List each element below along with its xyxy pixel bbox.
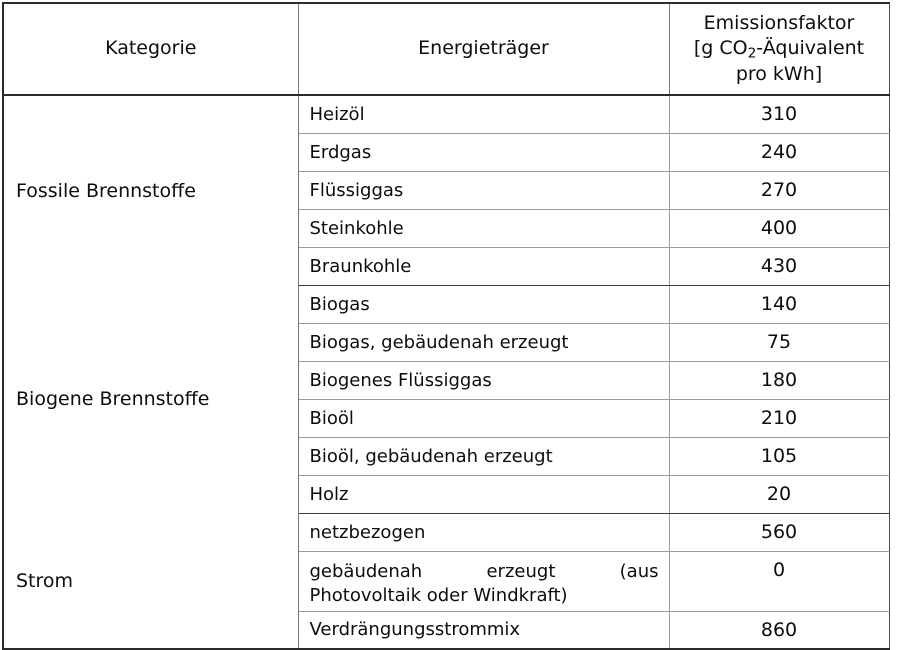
energietraeger-cell: netzbezogen (298, 513, 669, 551)
energietraeger-cell: Steinkohle (298, 209, 669, 247)
emissionsfaktor-value: 0 (669, 551, 889, 611)
column-header-emissionsfaktor (669, 3, 889, 95)
energietraeger-cell: Flüssiggas (298, 171, 669, 209)
emissionsfaktor-unit-prefix: [g CO (693, 37, 748, 60)
emissionsfaktor-value: 20 (669, 475, 889, 513)
energietraeger-cell: Heizöl (298, 95, 669, 133)
energietraeger-cell: Biogenes Flüssiggas (298, 361, 669, 399)
energietraeger-cell: Bioöl, gebäudenah erzeugt (298, 437, 669, 475)
emissionsfaktor-value: 105 (669, 437, 889, 475)
emissionsfaktor-line-1: Emissionsfaktor (703, 12, 855, 35)
energietraeger-cell: Braunkohle (298, 247, 669, 285)
emissionsfaktor-value: 140 (669, 285, 889, 323)
emissionsfaktor-line-3: pro kWh] (735, 62, 823, 85)
emissionsfaktor-value: 860 (760, 618, 798, 641)
emissionsfaktor-value: 430 (669, 247, 889, 285)
energietraeger-line-1: gebäudenah erzeugt (aus (309, 560, 659, 582)
emissionsfaktor-line-2 (676, 36, 883, 61)
energietraeger-cell: Erdgas (298, 133, 669, 171)
emissionsfaktor-value: 210 (669, 399, 889, 437)
table-row (3, 95, 889, 133)
category-cell-fossile-brennstoffe: Fossile Brennstoffe (3, 95, 298, 285)
category-cell-biogene-brennstoffe: Biogene Brennstoffe (3, 285, 298, 513)
emissionsfaktor-value: 270 (669, 171, 889, 209)
energietraeger-cell: Biogas (298, 285, 669, 323)
table-header-row (3, 3, 889, 95)
energietraeger-cell: Holz (298, 475, 669, 513)
column-header-energietraeger: Energieträger (298, 3, 669, 95)
emissionsfaktor-unit-suffix: -Äquivalent (756, 37, 865, 60)
energietraeger-cell: Bioöl (298, 399, 669, 437)
energietraeger-line-2: Photovoltaik oder Windkraft) (309, 584, 568, 606)
table-row (3, 285, 889, 323)
co2-subscript: 2 (747, 45, 757, 62)
emissionsfaktor-value: 75 (669, 323, 889, 361)
emissionsfaktor-value: 400 (669, 209, 889, 247)
emissionsfaktor-value: 180 (669, 361, 889, 399)
emissionsfaktor-value: 240 (669, 133, 889, 171)
emissionsfaktor-value: 560 (669, 513, 889, 551)
energietraeger-cell: Verdrängungsstrommix (298, 611, 669, 649)
category-cell-strom: Strom (3, 513, 298, 649)
energietraeger-cell: Biogas, gebäudenah erzeugt (298, 323, 669, 361)
table-row (3, 513, 889, 551)
energietraeger-cell (298, 551, 669, 611)
emissions-table-container (2, 2, 888, 646)
column-header-kategorie: Kategorie (3, 3, 298, 95)
emissions-factor-table (2, 2, 890, 650)
emissionsfaktor-value: 310 (669, 95, 889, 133)
